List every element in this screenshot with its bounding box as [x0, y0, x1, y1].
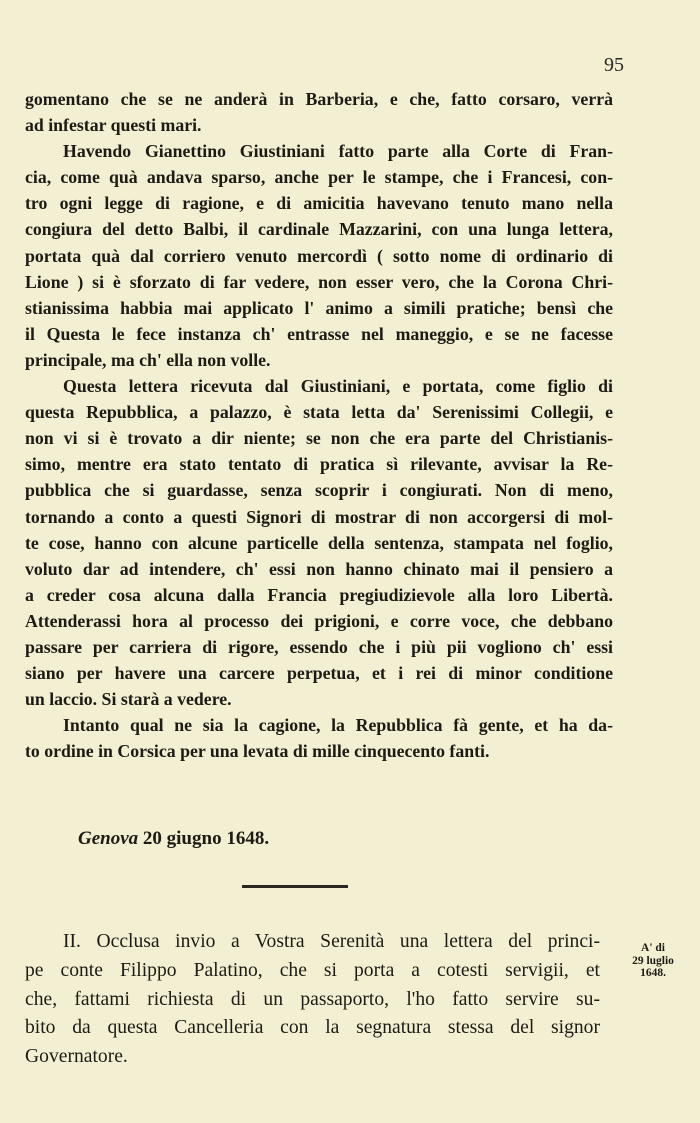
section-divider: [242, 885, 348, 888]
text-line: a creder cosa alcuna dalla Francia pregiudizievole alla loro Libertà.: [25, 584, 613, 605]
text-line: portata quà dal corriero venuto mercordì ( sotto nome di ordinario di: [25, 245, 613, 266]
text-line: voluto dar ad intendere, ch' essi non hanno chinato mai il pensiero a: [25, 558, 613, 579]
text-line: Attenderassi hora al processo dei prigioni, e corre voce, che debbano: [25, 610, 613, 631]
text-line: Questa lettera ricevuta dal Giustiniani, e portata, come figlio di: [63, 376, 613, 397]
paragraph: [25, 86, 613, 138]
text-line: non vi si è trovato a dir niente; se non che era parte del Christianis-: [25, 428, 613, 449]
dateline-place: Genova: [78, 828, 139, 849]
marginal-note-line: 1648.: [640, 967, 666, 979]
text-line: pubblica che si guardasse, senza scoprir i congiurati. Non di meno,: [25, 480, 613, 501]
text-line: Lione ) si è sforzato di far vedere, non esser vero, che la Corona Chri-: [25, 271, 613, 292]
text-line: passare per carriera di rigore, essendo che i più pii vogliono ch' essi: [25, 636, 613, 657]
page-number: 95: [604, 54, 624, 76]
text-line: ad infestar questi mari.: [25, 115, 202, 136]
text-line: tornando a conto a questi Signori di mostrar di non accorgersi di mol-: [25, 506, 613, 527]
body-text: [25, 86, 613, 764]
text-line: siano per havere una carcere perpetua, et i rei di minor conditione: [25, 663, 613, 684]
text-line: questa Repubblica, a palazzo, è stata letta da' Serenissimi Collegii, e: [25, 402, 613, 423]
text-line: Intanto qual ne sia la cagione, la Repubblica fà gente, et ha da-: [63, 715, 613, 736]
text-line: bito da questa Cancelleria con la segnatura stessa del signor: [25, 1017, 600, 1039]
text-line: pe conte Filippo Palatino, che si porta a cotesti servigii, et: [25, 959, 600, 981]
marginal-note-line: 29 luglio: [632, 954, 674, 967]
text-line: Governatore.: [25, 1046, 128, 1068]
paragraph: [25, 712, 613, 764]
text-line: gomentano che se ne anderà in Barberia, e che, fatto corsaro, verrà: [25, 89, 613, 109]
text-line: stianissima habbia mai applicato l' animo a simili pratiche; bensì che: [25, 297, 613, 318]
text-line: congiura del detto Balbi, il cardinale Mazzarini, con una lunga lettera,: [25, 219, 613, 240]
text-line: il Questa le fece instanza ch' entrasse nel maneggio, e se ne facesse: [25, 323, 613, 344]
text-line: tro ogni legge di ragione, e di amicitia havevano tenuto mano nella: [25, 193, 613, 214]
paragraph: [25, 373, 613, 712]
text-line: che, fattami richiesta di un passaporto, l'ho fatto servire su-: [25, 988, 600, 1010]
text-line: un laccio. Si starà a vedere.: [25, 689, 232, 710]
dateline: [78, 828, 269, 850]
letter-text: [25, 928, 600, 1072]
marginal-note-line: A' di: [641, 942, 665, 954]
text-line: II. Occlusa invio a Vostra Serenità una lettera del princi-: [63, 931, 600, 952]
text-line: principale, ma ch' ella non volle.: [25, 349, 271, 370]
paragraph: [25, 138, 613, 373]
text-line: cia, come quà andava sparso, anche per le stampe, che i Francesi, con-: [25, 167, 613, 188]
text-line: to ordine in Corsica per una levata di mille cinquecento fanti.: [25, 741, 490, 762]
dateline-date: 20 giugno 1648.: [142, 828, 270, 849]
text-line: Havendo Gianettino Giustiniani fatto parte alla Corte di Fran-: [63, 141, 613, 162]
text-line: te cose, hanno con alcune particelle della sentenza, stampata nel foglio,: [25, 532, 613, 553]
text-line: simo, mentre era stato tentato di pratica sì rilevante, avvisar la Re-: [25, 454, 613, 475]
marginal-note: [607, 942, 699, 980]
